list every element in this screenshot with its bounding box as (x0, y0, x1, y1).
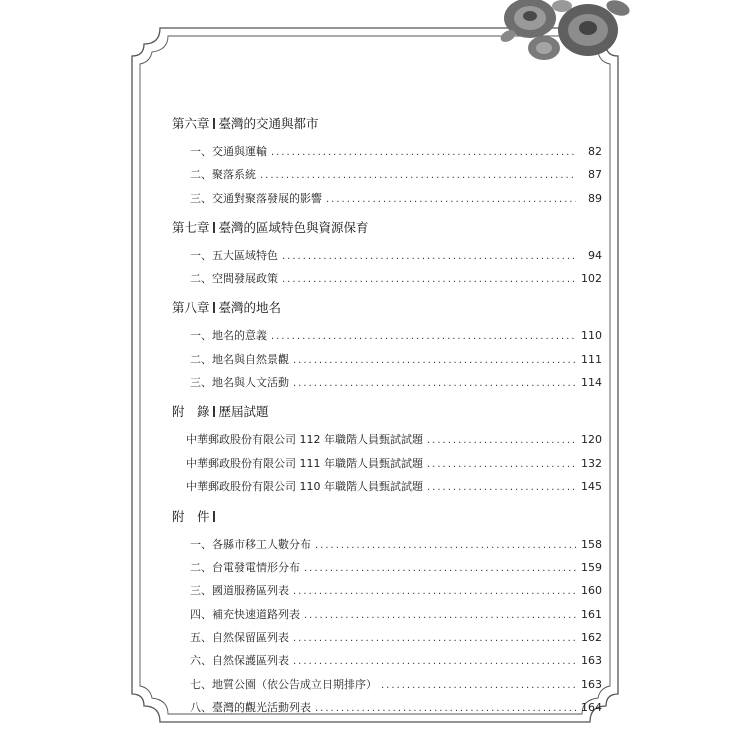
dot-leader (282, 245, 576, 268)
toc-entry-page-number: 158 (581, 537, 602, 551)
dot-leader (282, 268, 576, 291)
toc-entry[interactable] (172, 626, 602, 649)
dot-leader (271, 141, 576, 164)
toc-entry[interactable] (172, 579, 602, 602)
toc-entry-page-number: 163 (581, 654, 602, 668)
toc-entry[interactable] (172, 267, 602, 290)
toc-entry-label: 八、臺灣的觀光活動列表 (190, 700, 311, 714)
chapter-number: 第七章 (172, 219, 210, 235)
dot-leader (304, 557, 576, 580)
toc-entry[interactable] (172, 244, 602, 267)
chapter-heading (172, 402, 602, 422)
toc-entry-label: 二、聚落系統 (190, 168, 256, 182)
toc-entry-page-number: 163 (581, 677, 602, 691)
toc-entry[interactable] (172, 371, 602, 394)
toc-entry-label: 四、補充快速道路列表 (190, 607, 300, 621)
dot-leader (293, 349, 576, 372)
chapter-title: 臺灣的交通與都市 (218, 116, 319, 131)
toc-entry-page-number: 145 (581, 480, 602, 494)
toc-entry-label: 六、自然保護區列表 (190, 654, 289, 668)
chapter-number: 第八章 (172, 300, 210, 316)
toc-entry-page-number: 132 (581, 456, 602, 470)
chapter-heading (172, 507, 602, 527)
toc-entry[interactable] (172, 556, 602, 579)
toc-entry-page-number: 114 (581, 376, 602, 390)
toc-entry[interactable] (172, 324, 602, 347)
toc-entry-page-number: 102 (581, 272, 602, 286)
dot-leader (260, 164, 576, 187)
chapter-heading (172, 218, 602, 238)
flower-decoration-icon (492, 0, 632, 70)
chapter-number: 第六章 (172, 116, 210, 131)
dot-leader (326, 188, 576, 211)
chapter-title: 歷屆試題 (218, 404, 269, 420)
chapter-heading (172, 298, 602, 318)
toc-entry-page-number: 120 (581, 433, 602, 447)
toc-entry-page-number: 94 (588, 248, 602, 262)
toc-entry-page-number: 111 (581, 352, 602, 366)
chapter-divider (213, 406, 215, 417)
toc-entry-label: 三、國道服務區列表 (190, 584, 289, 598)
toc-entry-page-number: 164 (581, 700, 602, 714)
toc-entry-page-number: 159 (581, 561, 602, 575)
toc-entry[interactable] (172, 649, 602, 672)
dot-leader (293, 372, 576, 395)
toc-entry-label: 中華郵政股份有限公司 112 年職階人員甄試試題 (186, 433, 423, 447)
toc-entry-page-number: 160 (581, 584, 602, 598)
toc-entry-label: 中華郵政股份有限公司 110 年職階人員甄試試題 (186, 480, 423, 494)
toc-entry-label: 一、交通與運輸 (190, 145, 267, 158)
dot-leader (293, 580, 576, 603)
chapter-divider (213, 222, 215, 233)
chapter-divider (213, 118, 215, 129)
toc-entry-label: 二、地名與自然景觀 (190, 352, 289, 366)
toc-entry[interactable] (172, 428, 602, 452)
toc-entry-label: 三、交通對聚落發展的影響 (190, 191, 322, 205)
toc-entry-label: 七、地質公園（依公告成立日期排序） (190, 677, 377, 691)
chapter-number: 附 錄 (172, 404, 210, 420)
chapter-divider (213, 511, 215, 522)
toc-entry[interactable] (172, 673, 602, 696)
toc-entry-label: 二、台電發電情形分布 (190, 561, 300, 575)
toc-entry-page-number: 89 (588, 191, 602, 205)
toc-entry-page-number: 110 (581, 329, 602, 343)
toc-entry-page-number: 161 (581, 607, 602, 621)
dot-leader (293, 627, 576, 650)
chapter-title: 臺灣的地名 (218, 300, 282, 316)
dot-leader (304, 604, 576, 627)
toc-entry[interactable] (172, 475, 602, 499)
dot-leader (427, 453, 576, 477)
toc-entry-label: 一、地名的意義 (190, 329, 267, 343)
toc-entry[interactable] (172, 140, 602, 163)
chapter-number: 附 件 (172, 508, 210, 524)
toc-entry-page-number: 82 (588, 145, 602, 158)
table-of-contents (172, 114, 602, 719)
toc-entry-page-number: 162 (581, 631, 602, 645)
chapter-title: 臺灣的區域特色與資源保育 (218, 219, 369, 235)
toc-entry[interactable] (172, 533, 602, 556)
dot-leader (315, 534, 576, 557)
chapter-heading (172, 114, 602, 134)
toc-entry[interactable] (172, 348, 602, 371)
dot-leader (381, 674, 576, 697)
chapter-divider (213, 302, 215, 313)
toc-entry-label: 二、空間發展政策 (190, 272, 278, 286)
toc-entry-page-number: 87 (588, 168, 602, 182)
toc-entry-label: 一、各縣市移工人數分布 (190, 537, 311, 551)
toc-entry[interactable] (172, 452, 602, 476)
dot-leader (427, 429, 576, 453)
toc-entry-label: 一、五大區域特色 (190, 248, 278, 262)
dot-leader (427, 476, 576, 500)
dot-leader (271, 325, 576, 348)
toc-entry[interactable] (172, 603, 602, 626)
dot-leader (293, 650, 576, 673)
toc-entry-label: 三、地名與人文活動 (190, 376, 289, 390)
toc-entry-label: 中華郵政股份有限公司 111 年職階人員甄試試題 (186, 456, 423, 470)
toc-entry[interactable] (172, 187, 602, 210)
toc-entry[interactable] (172, 163, 602, 186)
dot-leader (315, 697, 576, 720)
toc-entry-label: 五、自然保留區列表 (190, 631, 289, 645)
toc-entry[interactable] (172, 696, 602, 719)
